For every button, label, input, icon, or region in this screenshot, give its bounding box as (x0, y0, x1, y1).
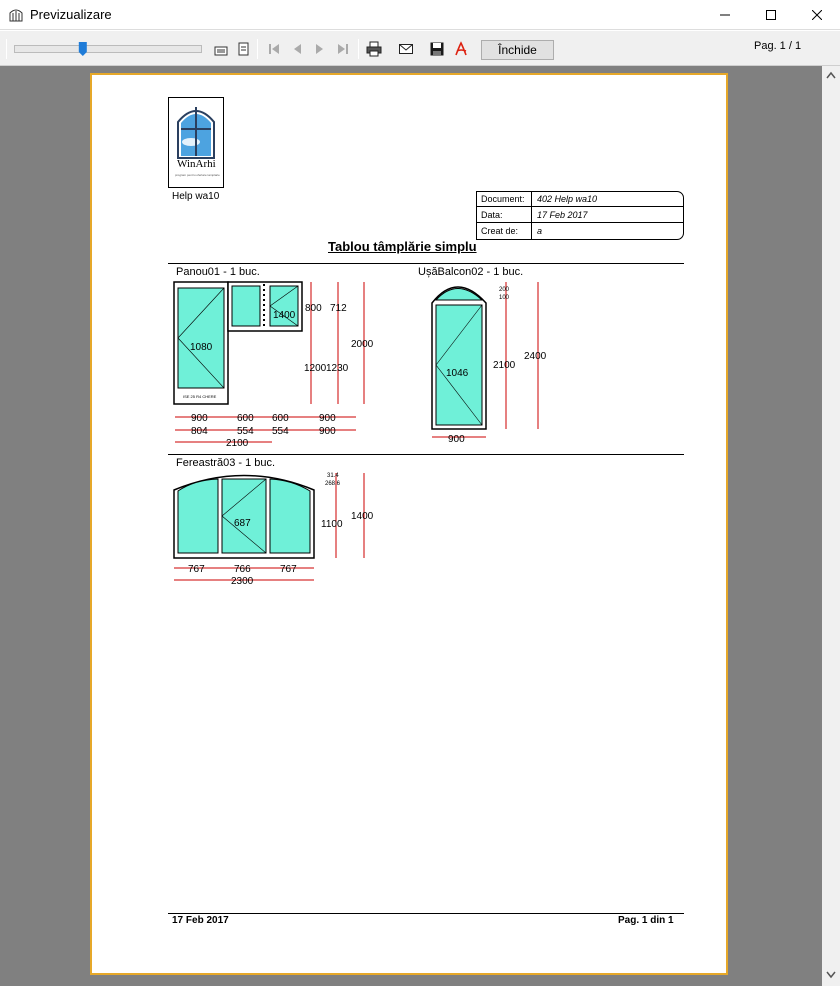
panou-total: 2100 (226, 438, 249, 449)
toolbar (0, 31, 840, 66)
panou-c1: 804 (191, 426, 208, 437)
print-button[interactable] (364, 39, 384, 59)
close-icon (812, 10, 822, 20)
window-title: Previzualizare (30, 7, 112, 22)
fereastra-w3: 767 (280, 564, 297, 575)
close-preview-button[interactable]: Închide (481, 40, 554, 60)
logo-brand: WinArhi (177, 158, 216, 170)
fereastra-arch-h1: 31.4 (327, 473, 339, 479)
panou-h-bottom: 1200 (304, 363, 327, 374)
toolbar-separator (257, 39, 258, 59)
vertical-scrollbar[interactable] (822, 66, 840, 986)
panou-w4: 900 (319, 413, 336, 424)
usa-width: 900 (448, 434, 465, 445)
printer-icon (365, 40, 383, 58)
scrollbar-track (822, 66, 840, 986)
zoom-slider-thumb[interactable] (79, 42, 87, 56)
pdf-icon (453, 41, 469, 57)
usa-arch-h1: 200 (499, 287, 510, 293)
page-width-icon (213, 41, 229, 57)
panou-c4: 900 (319, 426, 336, 437)
last-page-icon (336, 42, 350, 56)
first-page-icon (267, 42, 281, 56)
usa-h-total: 2400 (524, 351, 547, 362)
fereastra-w2: 766 (234, 564, 251, 575)
fit-width-button[interactable] (211, 39, 231, 59)
floppy-disk-icon (429, 41, 445, 57)
usa-balcon-drawing (432, 287, 486, 429)
close-button[interactable] (794, 0, 840, 30)
fereastra-w1: 767 (188, 564, 205, 575)
footer-date: 17 Feb 2017 (172, 915, 229, 926)
usa-h-inner: 2100 (493, 360, 516, 371)
usa-leaf-label: 1046 (446, 368, 469, 379)
previous-page-icon (290, 42, 304, 56)
footer-divider (168, 913, 684, 914)
item-title-fereastra: Fereastră03 - 1 buc. (176, 457, 276, 469)
panou-door-code: ISE 25 R4 CHERE (183, 394, 217, 399)
scroll-up-icon[interactable] (827, 73, 835, 78)
email-button[interactable] (396, 39, 416, 59)
scroll-down-icon[interactable] (827, 972, 835, 977)
fereastra-h-total: 1400 (351, 511, 374, 522)
panou-c3: 554 (272, 426, 289, 437)
minimize-button[interactable] (702, 0, 748, 30)
panou-c2: 554 (237, 426, 254, 437)
title-bar (0, 0, 840, 30)
report-page (90, 73, 728, 975)
previous-page-button[interactable] (287, 39, 307, 59)
joinery-drawings (92, 75, 726, 973)
logo-tagline: program pentru ofertare tamplarie (175, 173, 220, 177)
fit-page-button[interactable] (233, 39, 253, 59)
info-value: 402 Help wa10 (537, 194, 598, 204)
panou-leaf-window-label: 1400 (273, 310, 296, 321)
first-page-button[interactable] (264, 39, 284, 59)
zoom-slider[interactable] (14, 42, 202, 56)
panou-h-total: 2000 (351, 339, 374, 350)
fereastra-drawing (174, 476, 314, 559)
panou-w2: 600 (237, 413, 254, 424)
usa-arch-h2: 100 (499, 295, 510, 301)
maximize-button[interactable] (748, 0, 794, 30)
export-pdf-button[interactable] (451, 39, 471, 59)
panou-w1: 900 (191, 413, 208, 424)
fereastra-arch-h2: 268.6 (325, 481, 341, 487)
panou-w3: 600 (272, 413, 289, 424)
item-title-usa-balcon: UșăBalcon02 - 1 buc. (418, 266, 524, 278)
panou-leaf-door-label: 1080 (190, 342, 213, 353)
fereastra-total: 2300 (231, 576, 254, 587)
maximize-icon (766, 10, 776, 20)
fereastra-h-inner: 1100 (321, 519, 343, 530)
panou-h-bottom-clear: 1230 (326, 363, 349, 374)
logo-caption: Help wa10 (172, 191, 220, 202)
last-page-button[interactable] (333, 39, 353, 59)
item-title-panou: Panou01 - 1 buc. (176, 266, 260, 278)
envelope-icon (398, 41, 414, 57)
info-value: 17 Feb 2017 (537, 210, 588, 220)
save-button[interactable] (427, 39, 447, 59)
info-label: Data: (481, 210, 503, 220)
panou-h-top: 800 (305, 303, 322, 314)
fereastra-leaf-label: 687 (234, 518, 251, 529)
info-label: Creat de: (481, 226, 519, 236)
app-icon (8, 7, 24, 23)
footer-page-number: Pag. 1 din 1 (618, 915, 674, 926)
minimize-icon (720, 10, 730, 20)
next-page-icon (313, 42, 327, 56)
toolbar-separator (358, 39, 359, 59)
info-label: Document: (481, 194, 525, 204)
panou-h-top-clear: 712 (330, 303, 347, 314)
toolbar-separator (6, 39, 7, 59)
report-title: Tablou tâmplărie simplu (328, 239, 477, 254)
page-indicator: Pag. 1 / 1 (754, 40, 802, 52)
info-value: a (537, 226, 543, 236)
next-page-button[interactable] (310, 39, 330, 59)
page-icon (235, 41, 251, 57)
